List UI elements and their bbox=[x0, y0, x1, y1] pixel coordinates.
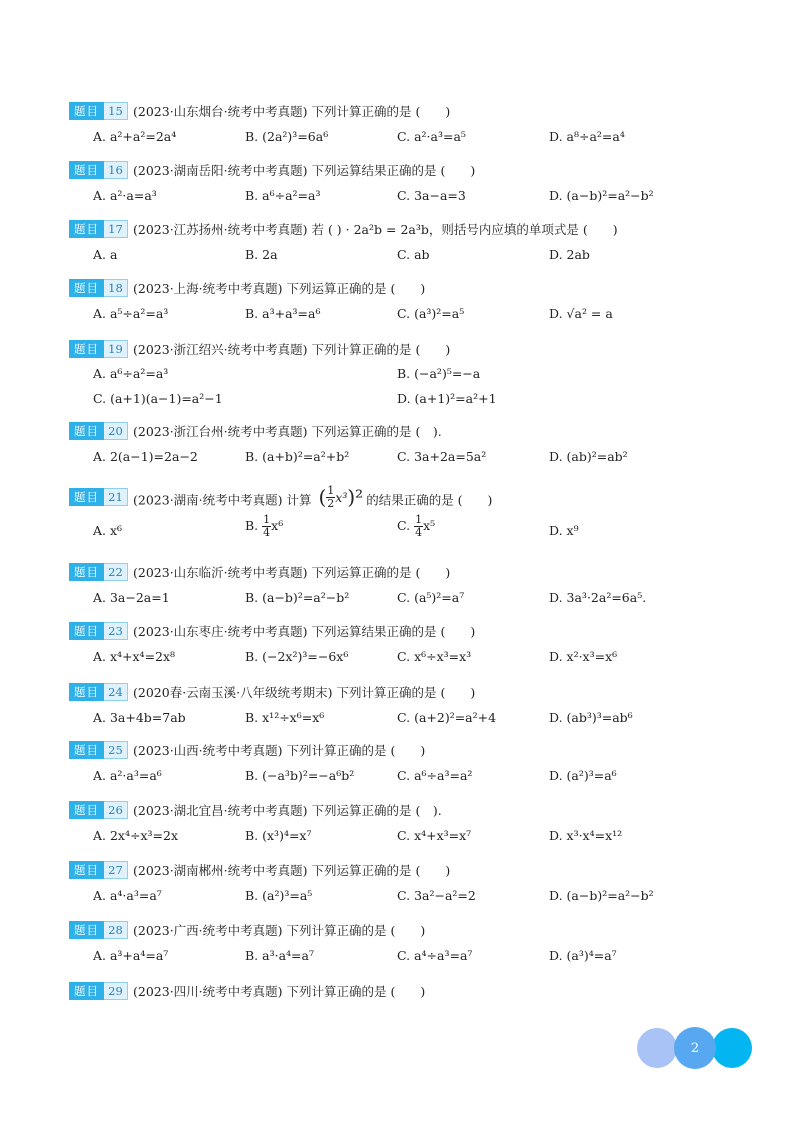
option-b: B. a⁶÷a²=a³ bbox=[245, 188, 321, 203]
question-tag: 题目 17 bbox=[69, 220, 128, 238]
option-c: C. (a³)²=a⁵ bbox=[397, 306, 465, 321]
option-a: A. a bbox=[93, 247, 118, 262]
page-dot-right bbox=[712, 1028, 752, 1068]
option-d: D. 2ab bbox=[549, 247, 590, 262]
option-b: B. x¹²÷x⁶=x⁶ bbox=[245, 710, 325, 725]
question-16 bbox=[69, 161, 754, 206]
option-c: C. 3a−a=3 bbox=[397, 188, 466, 203]
option-c: C. (a⁵)²=a⁷ bbox=[397, 590, 465, 605]
page-dot-left bbox=[637, 1028, 677, 1068]
question-tag: 题目 18 bbox=[69, 279, 128, 297]
option-d: D. (a−b)²=a²−b² bbox=[549, 188, 654, 203]
question-tag: 题目 19 bbox=[69, 340, 128, 358]
question-18 bbox=[69, 279, 754, 324]
question-stem: (2020春·云南玉溪·八年级统考期末) 下列计算正确的是 ( ) bbox=[133, 685, 476, 700]
question-28 bbox=[69, 921, 754, 966]
option-a: A. x⁶ bbox=[93, 523, 123, 538]
question-stem: (2023·湖南岳阳·统考中考真题) 下列运算结果正确的是 ( ) bbox=[133, 163, 476, 178]
page-number: 2 bbox=[690, 1040, 700, 1056]
question-stem: (2023·山东烟台·统考中考真题) 下列计算正确的是 ( ) bbox=[133, 104, 451, 119]
option-b: B. a³+a³=a⁶ bbox=[245, 306, 321, 321]
question-stem: (2023·广西·统考中考真题) 下列计算正确的是 ( ) bbox=[133, 923, 426, 938]
option-d: D. (ab)²=ab² bbox=[549, 449, 628, 464]
question-21 bbox=[69, 483, 754, 548]
option-c: C. a⁶÷a³=a² bbox=[397, 768, 473, 783]
option-b: B. (−a²)⁵=−a bbox=[397, 366, 481, 381]
option-b: B. (2a²)³=6a⁶ bbox=[245, 129, 329, 144]
question-stem: (2023·湖南郴州·统考中考真题) 下列运算正确的是 ( ) bbox=[133, 863, 451, 878]
option-b: B. (a−b)²=a²−b² bbox=[245, 590, 350, 605]
option-c: C. $\frac{1}{4}$ x⁵ bbox=[397, 513, 436, 539]
option-c: C. x⁶÷x³=x³ bbox=[397, 649, 472, 664]
option-d: D. (a−b)²=a²−b² bbox=[549, 888, 654, 903]
question-tag: 题目 16 bbox=[69, 161, 128, 179]
question-tag: 题目 27 bbox=[69, 861, 128, 879]
question-stem: (2023·上海·统考中考真题) 下列运算正确的是 ( ) bbox=[133, 281, 426, 296]
option-d: D. 3a³·2a²=6a⁵. bbox=[549, 590, 647, 605]
option-a: A. 3a+4b=7ab bbox=[93, 710, 186, 725]
option-b: B. (−a³b)²=−a⁶b² bbox=[245, 768, 355, 783]
page-number-badge bbox=[674, 1027, 716, 1069]
option-d: D. x³·x⁴=x¹² bbox=[549, 828, 623, 843]
question-tag: 题目 22 bbox=[69, 563, 128, 581]
option-c: C. 3a²−a²=2 bbox=[397, 888, 476, 903]
option-b: B. a³·a⁴=a⁷ bbox=[245, 948, 314, 963]
question-17 bbox=[69, 220, 754, 265]
question-stem: (2023·浙江绍兴·统考中考真题) 下列计算正确的是 ( ) bbox=[133, 342, 451, 357]
question-stem: (2023·江苏扬州·统考中考真题) 若 ( ) · 2a²b = 2a³b，则括号内应填的单项式是 ( ) bbox=[133, 222, 618, 237]
option-b: B. 2a bbox=[245, 247, 278, 262]
question-stem: (2023·四川·统考中考真题) 下列计算正确的是 ( ) bbox=[133, 984, 426, 999]
option-a: A. a⁵÷a²=a³ bbox=[93, 306, 169, 321]
question-29 bbox=[69, 982, 754, 1000]
expression: ( $\frac{1}{2}$ x³ )² bbox=[318, 483, 364, 510]
question-19 bbox=[69, 340, 754, 409]
option-c: C. a⁴÷a³=a⁷ bbox=[397, 948, 473, 963]
option-d: D. (ab³)³=ab⁶ bbox=[549, 710, 633, 725]
question-stem: (2023·山东枣庄·统考中考真题) 下列运算结果正确的是 ( ) bbox=[133, 624, 476, 639]
question-23 bbox=[69, 622, 754, 667]
option-a: A. 2(a−1)=2a−2 bbox=[93, 449, 198, 464]
question-25 bbox=[69, 741, 754, 786]
question-22 bbox=[69, 563, 754, 608]
option-d: D. (a+1)²=a²+1 bbox=[397, 391, 497, 406]
option-b: B. (x³)⁴=x⁷ bbox=[245, 828, 312, 843]
question-stem: (2023·山东临沂·统考中考真题) 下列运算正确的是 ( ) bbox=[133, 565, 451, 580]
question-tag: 题目 15 bbox=[69, 102, 128, 120]
question-tag: 题目 25 bbox=[69, 741, 128, 759]
option-c: C. a²·a³=a⁵ bbox=[397, 129, 466, 144]
option-a: A. x⁴+x⁴=2x⁸ bbox=[93, 649, 176, 664]
option-a: A. a⁴·a³=a⁷ bbox=[93, 888, 162, 903]
question-15 bbox=[69, 102, 754, 147]
option-a: A. 3a−2a=1 bbox=[93, 590, 170, 605]
question-tag: 题目 26 bbox=[69, 801, 128, 819]
option-a: A. a²+a²=2a⁴ bbox=[93, 129, 177, 144]
option-b: B. $\frac{1}{4}$ x⁶ bbox=[245, 513, 284, 539]
question-24 bbox=[69, 683, 754, 728]
option-d: D. x⁹ bbox=[549, 523, 579, 538]
option-c: C. ab bbox=[397, 247, 430, 262]
option-b: B. (−2x²)³=−6x⁶ bbox=[245, 649, 349, 664]
question-stem: (2023·山西·统考中考真题) 下列计算正确的是 ( ) bbox=[133, 743, 426, 758]
option-c: C. x⁴+x³=x⁷ bbox=[397, 828, 472, 843]
option-a: A. a²·a³=a⁶ bbox=[93, 768, 162, 783]
question-stem: (2023·浙江台州·统考中考真题) 下列运算正确的是 ( ). bbox=[133, 424, 442, 439]
question-tag: 题目 21 bbox=[69, 488, 128, 506]
question-tag: 题目 29 bbox=[69, 982, 128, 1000]
option-d: D. x²·x³=x⁶ bbox=[549, 649, 618, 664]
option-a: A. a⁶÷a²=a³ bbox=[93, 366, 169, 381]
question-stem: (2023·湖南·统考中考真题) 计算 ( $\frac{1}{2}$ x³ )² 的结果正确的是 ( ) bbox=[133, 483, 493, 510]
question-tag: 题目 20 bbox=[69, 422, 128, 440]
option-a: A. a³+a⁴=a⁷ bbox=[93, 948, 169, 963]
option-d: D. √a² = a bbox=[549, 306, 613, 321]
question-20 bbox=[69, 422, 754, 467]
option-d: D. a⁸÷a²=a⁴ bbox=[549, 129, 625, 144]
question-tag: 题目 28 bbox=[69, 921, 128, 939]
option-b: B. (a²)³=a⁵ bbox=[245, 888, 313, 903]
option-d: D. (a²)³=a⁶ bbox=[549, 768, 617, 783]
option-c: C. (a+1)(a−1)=a²−1 bbox=[93, 391, 223, 406]
question-tag: 题目 23 bbox=[69, 622, 128, 640]
question-tag: 题目 24 bbox=[69, 683, 128, 701]
option-d: D. (a³)⁴=a⁷ bbox=[549, 948, 617, 963]
option-c: C. (a+2)²=a²+4 bbox=[397, 710, 497, 725]
option-b: B. (a+b)²=a²+b² bbox=[245, 449, 350, 464]
question-27 bbox=[69, 861, 754, 906]
option-a: A. a²·a=a³ bbox=[93, 188, 157, 203]
option-c: C. 3a+2a=5a² bbox=[397, 449, 487, 464]
question-26 bbox=[69, 801, 754, 846]
option-a: A. 2x⁴÷x³=2x bbox=[93, 828, 178, 843]
question-stem: (2023·湖北宜昌·统考中考真题) 下列运算正确的是 ( ). bbox=[133, 803, 442, 818]
